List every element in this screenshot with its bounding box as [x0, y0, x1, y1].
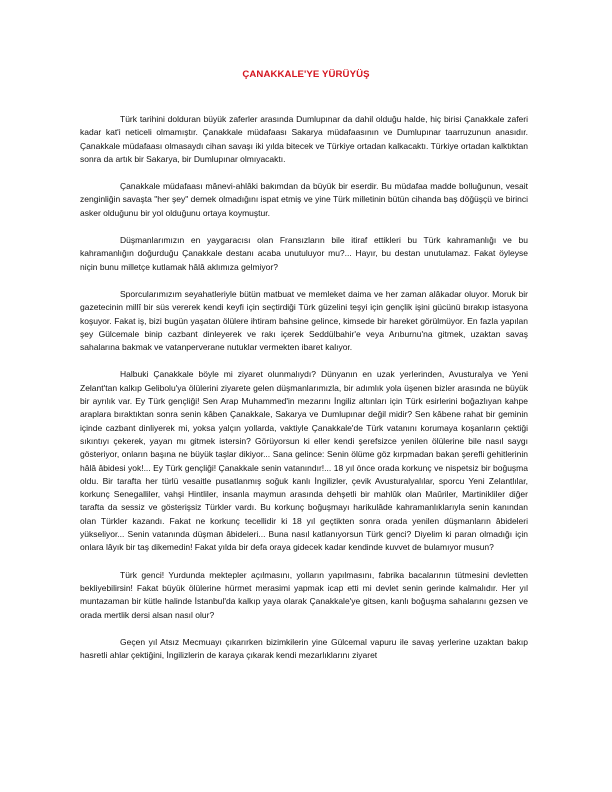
paragraph-5: Halbuki Çanakkale böyle mi ziyaret olunmalıydı? Dünyanın en uzak yerlerinden, Avusturalya ve Yeni Zelant'tan kalkıp Gelibolu'ya ölülerini ziyarete gelen düşmanlarımızla, bir adımlık yola üşenen bizler arasında ne büyük bir ayrılık var. Ey Türk gençliği! Sen Arap Muhammed'in mezarını İngiliz altınları için Türk esirlerini boğazlıyan kahpe araplara bıraktıktan sonra senin kâben Çanakkale, Sakarya ve Dumlupınar değil midir? Sen kâbene rahat bir geminin içinde cazbant dinliyerek mi, yoksa yalçın yollarda, vaktiyle Çanakkale'de Türk vatanını korumaya koşanların çektiği sıkıntıyı çekerek, yayan mı gitmek istersin? Görüyorsun ki eller kendi şerefsizce yenilen ölülerine bile nasıl saygı gösteriyor, onların başına ne büyük taşlar dikiyor... Sana gelince: Senin ölüme göz kırpmadan bakan şerefli gehitlerinin hâlâ âbidesi yok!... Ey Türk gençliği! Çanakkale senin vatanındır!... 18 yıl önce orada korkunç ve nispetsiz bir boğuşma oldu. Bir tarafta her türlü vesaitle pusatlanmış soğuk kanlı İngilizler, çevik Avusturalyalılar, sporcu Yeni Zelantlılar, korkunç Senegalliler, vahşi Hintliler, insanla maymun arasında dehşetli bir mahlûk olan Maûriler, Martinikliler diğer tarafta da sessiz ve gösterişsiz Türkler vardı. Bu korkunç boğuşmayı harikulâde kahramanlıklarıyla senin kanından olan Türkler kazandı. Fakat ne korkunç tecellidir ki 18 yıl geçtikten sonra orada yenilen düşmanların âbideleri yükseliyor... Senin vatanında düşman âbideleri... Buna nasıl katlanıyorsun Türk genci? Diyelim ki paran olmadığı için onlara lâyık bir taş dikemedin! Fakat yılda bir defa oraya gidecek kadar kendinde kuvvet de bulamıyor musun? [80, 369, 528, 553]
paragraph-3: Düşmanlarımızın en yaygaracısı olan Fransızların bile itiraf ettikleri bu Türk kahramanlığı ve bu kahramanlığın doğurduğu Çanakkale destanı acaba unutuluyor mu?... Hayır, bu destan unutulamaz. Fakat öyleyse niçin bunu milletçe kutlamak hâlâ aklımıza gelmiyor? [80, 235, 528, 272]
paragraph-7: Geçen yıl Atsız Mecmuayı çıkarırken bizimkilerin yine Gülcemal vapuru ile savaş yerlerine uzaktan bakıp hasretli ahlar çektiğini, İngilizlerin de karaya çıkarak kendi mezarlıklarını ziyaret [80, 636, 528, 661]
paragraph-2: Çanakkale müdafaası mânevi-ahlâki bakımdan da büyük bir eserdir. Bu müdafaa madde bolluğunun, vesait zenginliğin savaşta "her şey" demek olmadığını ispat etmiş ve yine Türk milletinin bütün cihanda baş döğüşçü ve birinci asker olduğunu bir yol olduğunu ortaya koymuştur. [80, 181, 528, 218]
document-title: ÇANAKKALE'YE YÜRÜYÜŞ [242, 69, 370, 80]
document-body [80, 113, 528, 676]
paragraph-6: Türk genci! Yurdunda mektepler açılmasını, yolların yapılmasını, fabrika bacalarının tütmesini devletten bekliyebilirsin! Fakat büyük ölülerine hürmet merasimi yapmak icap etti mi devlet senin gerinde kalmalıdır. Her yıl muntazaman bir kütle halinde İstanbul'da kalkıp yaya olarak Çanakkale'ye gitsen, kanlı boğuşma sahalarını gezsen ve orada mertlik dersi alsan nasıl olur? [80, 569, 528, 620]
paragraph-4: Sporcularımızım seyahatleriyle bütün matbuat ve memleket daima ve her zaman alâkadar oluyor. Moruk bir gazetecinin millî bir süs vererek kendi keyfi için seçtirdiği Türk güzelini teşyi için gençlik işini gücünü bırakıp istasyona koşuyor. Fakat iş, bizi bugün yaşatan ölülere ihtiram bahsine gelince, kimsede bir hareket görülmüyor. En fazla yapılan şey Gülcemale binip cazbant dinleyerek ve rakı içerek Seddülbahir'e veya Arıburnu'na gitmek, uzaktan savaş sahalarına bakmak ve vatanperverane nutuklar vermekten ibaret kalıyor. [80, 288, 528, 353]
paragraph-1: Türk tarihini dolduran büyük zaferler arasında Dumlupınar da dahil olduğu halde, hiç birisi Çanakkale zaferi kadar kat'i neticeli olmamıştır. Çanakkale müdafaası Sakarya müdafaasının ve Dumlupınar taarruzunun anasıdır. Çanakkale müdafaası olmasaydı cihan savaşı iki yılda bitecek ve Türkiye ortadan kalkacaktı. Türkiye ortadan kalktıktan sonra da artık bir Sakarya, bir Dumlupınar olmıyacaktı. [80, 114, 528, 164]
